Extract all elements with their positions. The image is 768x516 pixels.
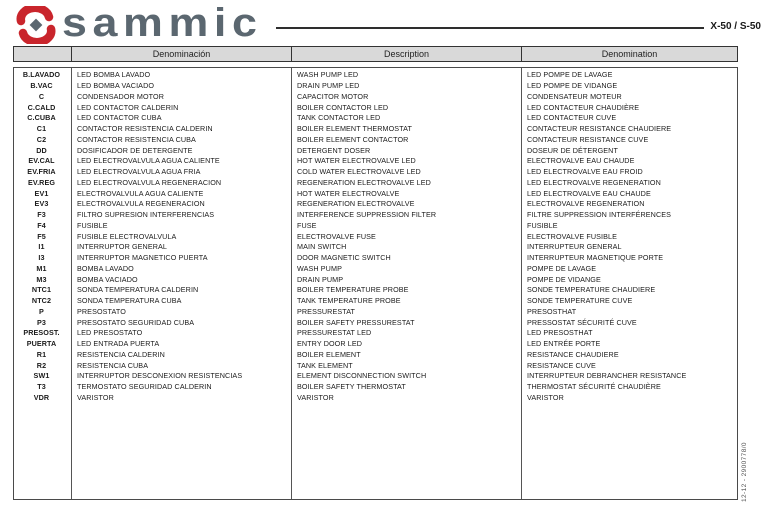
component-code: C.CUBA (27, 113, 56, 123)
denomination-fr-cell: ELECTROVALVE REGENERATION (527, 199, 645, 209)
component-code: PUERTA (26, 339, 57, 349)
denominacion-es-cell: TERMOSTATO SEGURIDAD CALDERIN (77, 382, 212, 392)
component-code: DD (36, 145, 47, 155)
denomination-fr-cell: INTERRUPTEUR GENERAL (527, 242, 622, 252)
denomination-fr-cell: LED ELECTROVALVE EAU CHAUDE (527, 188, 651, 198)
denomination-fr-cell: FILTRE SUPPRESSION INTERFÉRENCES (527, 210, 672, 220)
denominacion-es-cell: DOSIFICADOR DE DETERGENTE (77, 145, 193, 155)
denominacion-es-cell: SONDA TEMPERATURA CALDERIN (77, 285, 199, 295)
description-en-cell: CAPACITOR MOTOR (297, 91, 369, 101)
denominacion-es-cell: INTERRUPTOR GENERAL (77, 242, 168, 252)
denomination-fr-cell: FUSIBLE (527, 220, 558, 230)
denomination-fr-cell: RESISTANCE CHAUDIERE (527, 349, 619, 359)
component-code: P3 (37, 317, 46, 327)
component-code: F5 (37, 231, 46, 241)
component-code: EV.FRIA (27, 167, 56, 177)
table-row (14, 339, 737, 350)
table-row (14, 231, 737, 242)
denominacion-es-cell: LED PRESOSTATO (77, 328, 143, 338)
description-en-cell: BOILER ELEMENT (297, 349, 361, 359)
component-code: EV.REG (27, 177, 56, 187)
legend-table-header (13, 46, 738, 62)
table-row (14, 92, 737, 103)
component-code: SW1 (33, 371, 50, 381)
denominacion-es-cell: SONDA TEMPERATURA CUBA (77, 296, 182, 306)
component-code: M1 (36, 263, 47, 273)
denominacion-es-cell: FILTRO SUPRESION INTERFERENCIAS (77, 210, 215, 220)
description-en-cell: WASH PUMP (297, 263, 342, 273)
table-row (14, 253, 737, 264)
table-row (14, 156, 737, 167)
denomination-fr-cell: POMPE DE LAVAGE (527, 263, 597, 273)
brand-wordmark: sammic (62, 1, 263, 45)
column-divider (521, 68, 522, 499)
description-en-cell: BOILER TEMPERATURE PROBE (297, 285, 409, 295)
description-en-cell: DOOR MAGNETIC SWITCH (297, 253, 391, 263)
description-en-cell: COLD WATER ELECTROVALVE LED (297, 167, 421, 177)
denomination-fr-cell: LED PRESOSTHAT (527, 328, 593, 338)
header-rule (276, 27, 704, 29)
table-row (14, 135, 737, 146)
component-code: R2 (36, 360, 47, 370)
denomination-fr-cell: ELECTROVALVE FUSIBLE (527, 231, 618, 241)
component-code: P (39, 306, 44, 316)
table-row (14, 70, 737, 81)
denominacion-es-cell: FUSIBLE (77, 220, 108, 230)
denominacion-es-cell: LED ENTRADA PUERTA (77, 339, 160, 349)
table-row (14, 188, 737, 199)
description-en-cell: REGENERATION ELECTROVALVE (297, 199, 415, 209)
description-en-cell: HOT WATER ELECTROVALVE LED (297, 156, 416, 166)
description-en-cell: ELEMENT DISCONNECTION SWITCH (297, 371, 427, 381)
table-row (14, 210, 737, 221)
description-en-cell: FUSE (297, 220, 317, 230)
description-en-cell: HOT WATER ELECTROVALVE (297, 188, 400, 198)
denominacion-es-cell: ELECTROVALVULA REGENERACION (77, 199, 205, 209)
header-cell-code (14, 47, 71, 61)
table-row (14, 360, 737, 371)
component-code: F4 (37, 220, 46, 230)
denominacion-es-cell: INTERRUPTOR DESCONEXION RESISTENCIAS (77, 371, 243, 381)
denomination-fr-cell: LED CONTACTEUR CUVE (527, 113, 617, 123)
description-en-cell: PRESSURESTAT (297, 306, 356, 316)
denomination-fr-cell: LED ELECTROVALVE EAU FROID (527, 167, 643, 177)
denomination-fr-cell: ELECTROVALVE EAU CHAUDE (527, 156, 635, 166)
description-en-cell: REGENERATION ELECTROVALVE LED (297, 177, 431, 187)
denomination-fr-cell: LED POMPE DE VIDANGE (527, 81, 618, 91)
denominacion-es-cell: CONTACTOR RESISTENCIA CALDERIN (77, 124, 213, 134)
table-row (14, 393, 737, 404)
table-row (14, 371, 737, 382)
table-row (14, 221, 737, 232)
denomination-fr-cell: SONDE TEMPERATURE CHAUDIERE (527, 285, 656, 295)
table-row (14, 307, 737, 318)
denomination-fr-cell: INTERRUPTEUR DEBRANCHER RESISTANCE (527, 371, 687, 381)
description-en-cell: DRAIN PUMP LED (297, 81, 360, 91)
description-en-cell: DETERGENT DOSER (297, 145, 371, 155)
denominacion-es-cell: LED ELECTROVALVULA REGENERACION (77, 177, 222, 187)
component-code: EV3 (34, 199, 49, 209)
component-code: C2 (36, 134, 47, 144)
column-divider (291, 68, 292, 499)
description-en-cell: WASH PUMP LED (297, 70, 359, 80)
component-code: I1 (38, 242, 45, 252)
component-code: R1 (36, 349, 47, 359)
component-code: C (38, 91, 45, 101)
table-row (14, 296, 737, 307)
component-code: NTC2 (31, 296, 52, 306)
denomination-fr-cell: PRESSOSTAT SÉCURITÉ CUVE (527, 317, 637, 327)
description-en-cell: ELECTROVALVE FUSE (297, 231, 376, 241)
denomination-fr-cell: LED CONTACTEUR CHAUDIÈRE (527, 102, 640, 112)
model-code: X-50 / S-50 (710, 21, 761, 32)
denominacion-es-cell: BOMBA LAVADO (77, 263, 134, 273)
description-en-cell: TANK TEMPERATURE PROBE (297, 296, 401, 306)
denomination-fr-cell: LED ELECTROVALVE REGENERATION (527, 177, 661, 187)
denomination-fr-cell: RESISTANCE CUVE (527, 360, 596, 370)
component-code: EV.CAL (28, 156, 55, 166)
table-row (14, 382, 737, 393)
description-en-cell: BOILER SAFETY PRESSURESTAT (297, 317, 415, 327)
component-code: C.CALD (27, 102, 56, 112)
component-code: PRESOST. (23, 328, 60, 338)
denomination-fr-cell: LED POMPE DE LAVAGE (527, 70, 613, 80)
table-row (14, 145, 737, 156)
table-row (14, 81, 737, 92)
denominacion-es-cell: BOMBA VACIADO (77, 274, 138, 284)
table-row (14, 317, 737, 328)
table-row (14, 178, 737, 189)
denominacion-es-cell: PRESOSTATO SEGURIDAD CUBA (77, 317, 195, 327)
denominacion-es-cell: RESISTENCIA CUBA (77, 360, 149, 370)
table-row (14, 102, 737, 113)
sammic-logo-icon (12, 6, 60, 44)
description-en-cell: BOILER ELEMENT THERMOSTAT (297, 124, 412, 134)
denominacion-es-cell: VARISTOR (77, 392, 114, 402)
denominacion-es-cell: LED CONTACTOR CALDERIN (77, 102, 179, 112)
description-en-cell: INTERFERENCE SUPPRESSION FILTER (297, 210, 437, 220)
description-en-cell: TANK ELEMENT (297, 360, 353, 370)
denominacion-es-cell: CONTACTOR RESISTENCIA CUBA (77, 134, 196, 144)
table-row (14, 328, 737, 339)
denominacion-es-cell: LED BOMBA LAVADO (77, 70, 151, 80)
table-row (14, 242, 737, 253)
description-en-cell: MAIN SWITCH (297, 242, 347, 252)
component-code: I3 (38, 253, 45, 263)
component-code: T3 (37, 382, 46, 392)
denomination-fr-cell: CONDENSATEUR MOTEUR (527, 91, 622, 101)
header-cell-description: Description (291, 47, 521, 61)
denominacion-es-cell: CONDENSADOR MOTOR (77, 91, 165, 101)
component-code: B.VAC (30, 81, 53, 91)
denominacion-es-cell: LED CONTACTOR CUBA (77, 113, 162, 123)
table-row (14, 274, 737, 285)
denomination-fr-cell: LED ENTRÉE PORTE (527, 339, 601, 349)
denomination-fr-cell: CONTACTEUR RESISTANCE CHAUDIERE (527, 124, 672, 134)
header-cell-denominacion: Denominación (71, 47, 291, 61)
denominacion-es-cell: ELECTROVALVULA AGUA CALIENTE (77, 188, 204, 198)
document-reference-code: 12-12 - 2900778/0 (741, 442, 748, 502)
table-row (14, 113, 737, 124)
denomination-fr-cell: INTERRUPTEUR MAGNETIQUE PORTE (527, 253, 664, 263)
denominacion-es-cell: INTERRUPTOR MAGNETICO PUERTA (77, 253, 208, 263)
table-row (14, 285, 737, 296)
denominacion-es-cell: FUSIBLE ELECTROVALVULA (77, 231, 177, 241)
component-code: NTC1 (31, 285, 52, 295)
component-code: C1 (36, 124, 47, 134)
component-code: M3 (36, 274, 47, 284)
description-en-cell: BOILER ELEMENT CONTACTOR (297, 134, 409, 144)
denominacion-es-cell: LED ELECTROVALVULA AGUA FRIA (77, 167, 201, 177)
description-en-cell: DRAIN PUMP (297, 274, 344, 284)
denomination-fr-cell: CONTACTEUR RESISTANCE CUVE (527, 134, 649, 144)
component-code: EV1 (34, 188, 49, 198)
denominacion-es-cell: LED ELECTROVALVULA AGUA CALIENTE (77, 156, 220, 166)
component-code: B.LAVADO (22, 70, 61, 80)
description-en-cell: BOILER CONTACTOR LED (297, 102, 389, 112)
legend-table-body (13, 67, 738, 500)
denominacion-es-cell: RESISTENCIA CALDERIN (77, 349, 165, 359)
description-en-cell: PRESSURESTAT LED (297, 328, 372, 338)
table-row (14, 124, 737, 135)
table-row (14, 199, 737, 210)
component-code: VDR (33, 392, 50, 402)
description-en-cell: TANK CONTACTOR LED (297, 113, 381, 123)
denomination-fr-cell: PRESOSTHAT (527, 306, 577, 316)
component-code: F3 (37, 210, 46, 220)
denomination-fr-cell: VARISTOR (527, 392, 564, 402)
denominacion-es-cell: PRESOSTATO (77, 306, 126, 316)
table-row (14, 350, 737, 361)
description-en-cell: BOILER SAFETY THERMOSTAT (297, 382, 406, 392)
denominacion-es-cell: LED BOMBA VACIADO (77, 81, 155, 91)
denomination-fr-cell: THERMOSTAT SÉCURITÉ CHAUDIÈRE (527, 382, 661, 392)
header-cell-denomination: Denomination (521, 47, 737, 61)
denomination-fr-cell: DOSEUR DE DÉTERGENT (527, 145, 618, 155)
denomination-fr-cell: POMPE DE VIDANGE (527, 274, 601, 284)
description-en-cell: ENTRY DOOR LED (297, 339, 363, 349)
table-row (14, 167, 737, 178)
column-divider (71, 68, 72, 499)
table-row (14, 264, 737, 275)
denomination-fr-cell: SONDE TEMPERATURE CUVE (527, 296, 633, 306)
description-en-cell: VARISTOR (297, 392, 334, 402)
